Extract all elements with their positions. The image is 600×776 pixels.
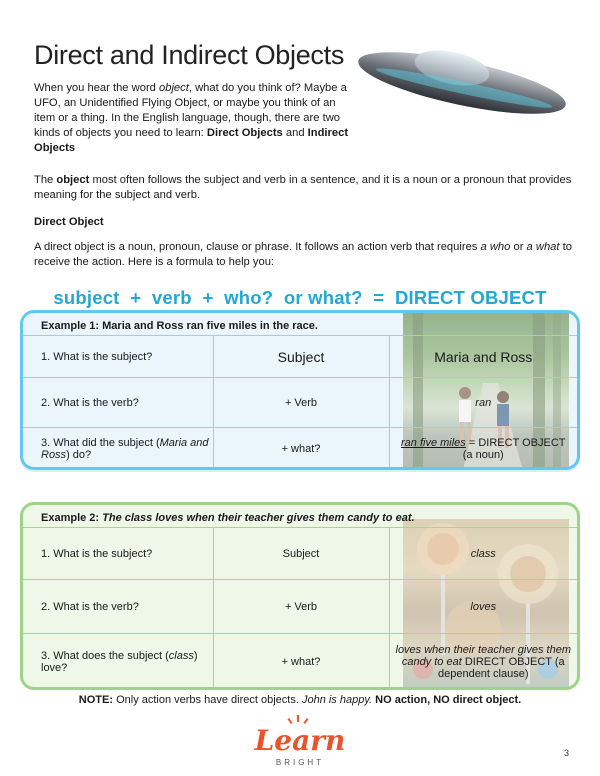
intro-paragraph-3: A direct object is a noun, pronoun, clause or phrase. It follows an action verb that requires a who or a what to receive the action. Here is a formula to help you: (34, 241, 572, 268)
question-cell: 1. What is the subject? (23, 528, 213, 580)
question-cell: 2. What is the verb? (23, 378, 213, 428)
answer-cell: + Verb (213, 378, 389, 428)
table-row (23, 336, 577, 378)
logo-word-learn: Learn (254, 724, 346, 757)
question-cell: 1. What is the subject? (23, 336, 213, 378)
answer-cell: + Verb (213, 580, 389, 634)
question-cell: 2. What is the verb? (23, 580, 213, 634)
result-cell: ran (389, 378, 577, 428)
intro-paragraph-1: When you hear the word object, what do you think of? Maybe a UFO, an Unidentified Flying Object, or maybe you think of an item or a thing. In the English language, though, there are two kinds of objects you need to learn: Direct Objects and Indirect Objects (34, 82, 349, 154)
example-2-box (20, 502, 580, 690)
direct-object-formula: subject + verb + who? or what? = DIRECT OBJECT (53, 287, 547, 308)
learn-bright-logo (240, 712, 360, 772)
table-row (23, 634, 577, 690)
example-1-table (23, 335, 577, 470)
result-cell: ran five miles = DIRECT OBJECT (a noun) (389, 428, 577, 470)
page-number: 3 (564, 748, 570, 758)
example-2-table (23, 527, 577, 690)
result-cell: Maria and Ross (389, 336, 577, 378)
table-row (23, 580, 577, 634)
result-cell: loves (389, 580, 577, 634)
answer-cell: Subject (213, 528, 389, 580)
answer-cell: + what? (213, 428, 389, 470)
result-cell: loves when their teacher gives them candy to eat DIRECT OBJECT (a dependent clause) (389, 634, 577, 690)
example-2-heading: Example 2: The class loves when their teacher gives them candy to eat. (41, 512, 415, 524)
table-row (23, 428, 577, 470)
question-cell: 3. What did the subject (Maria and Ross) do? (23, 428, 213, 470)
result-cell: class (389, 528, 577, 580)
table-row (23, 378, 577, 428)
note-line: NOTE: Only action verbs have direct objects. John is happy. NO action, NO direct object. (78, 694, 522, 706)
example-1-heading: Example 1: Maria and Ross ran five miles in the race. (41, 320, 318, 332)
logo-word-bright: BRIGHT (275, 758, 325, 767)
answer-cell: Subject (213, 336, 389, 378)
table-row (23, 528, 577, 580)
answer-cell: + what? (213, 634, 389, 690)
question-cell: 3. What does the subject (class) love? (23, 634, 213, 690)
intro-paragraph-2: The object most often follows the subject and verb in a sentence, and it is a noun or a pronoun that provides meaning for the subject and verb. (34, 174, 572, 201)
page-title: Direct and Indirect Objects (34, 40, 345, 70)
ufo-image (352, 28, 572, 128)
section-heading-direct-object: Direct Object (34, 216, 104, 228)
example-1-box (20, 310, 580, 470)
